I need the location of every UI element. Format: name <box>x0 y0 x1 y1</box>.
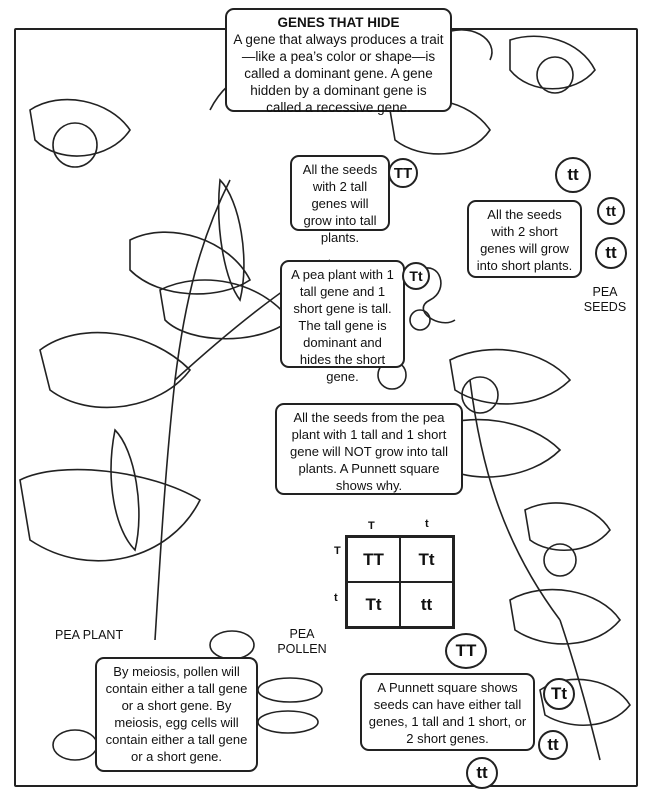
title-box <box>225 8 452 115</box>
punnett-why-text: All the seeds from the pea plant with 1 tall and 1 short gene will NOT grow into tall plants. A Punnett square shows why. <box>290 410 448 493</box>
meiosis-box <box>95 657 258 772</box>
meiosis-text: By meiosis, pollen will contain either a tall gene or a short gene. By meiosis, egg cells will contain either a tall gene or a short gene. <box>105 664 248 764</box>
punnett-why-box <box>275 403 463 495</box>
punnett-cell: TT <box>347 537 400 582</box>
seed-tt: tt <box>538 730 568 760</box>
pea-plant-label: PEA PLANT <box>55 628 124 642</box>
punnett-result-text: A Punnett square shows seeds can have either tall genes, 1 tall and 1 short, or 2 short genes. <box>368 680 527 746</box>
punnett-row-header: t <box>334 592 338 604</box>
pea-seeds-label: PEA SEEDS <box>583 285 627 314</box>
punnett-col-header: t <box>425 518 429 530</box>
heterozygous-text: A pea plant with 1 tall gene and 1 short gene is tall. The tall gene is dominant and hides the short gene. <box>291 267 394 384</box>
seed-TT: TT <box>388 158 418 188</box>
punnett-cell: Tt <box>347 582 400 627</box>
seed-tt: tt <box>466 757 498 789</box>
title-box-text: A gene that always produces a trait—like a pea’s color or shape—is called a dominant gene. A gene hidden by a dominant gene is called a recessive gene. <box>233 32 444 115</box>
short-genes-box <box>467 200 582 278</box>
seed-TT: TT <box>445 633 487 669</box>
page-title: GENES THAT HIDE <box>277 15 400 30</box>
pea-pollen-label: PEA POLLEN <box>277 627 327 656</box>
seed-Tt: Tt <box>543 678 575 710</box>
punnett-cell: tt <box>400 582 453 627</box>
tall-genes-text: All the seeds with 2 tall genes will grow into tall plants. <box>302 162 378 245</box>
tall-genes-box <box>290 155 390 245</box>
seed-tt: tt <box>597 197 625 225</box>
seed-Tt: Tt <box>402 262 430 290</box>
seed-tt: tt <box>555 157 591 193</box>
punnett-cell: Tt <box>400 537 453 582</box>
heterozygous-box <box>280 260 405 384</box>
punnett-square <box>345 535 455 629</box>
punnett-col-header: T <box>368 520 375 532</box>
punnett-row-header: T <box>334 545 341 557</box>
punnett-result-box <box>360 673 535 751</box>
seed-tt: tt <box>595 237 627 269</box>
short-genes-text: All the seeds with 2 short genes will grow into short plants. <box>476 207 573 273</box>
